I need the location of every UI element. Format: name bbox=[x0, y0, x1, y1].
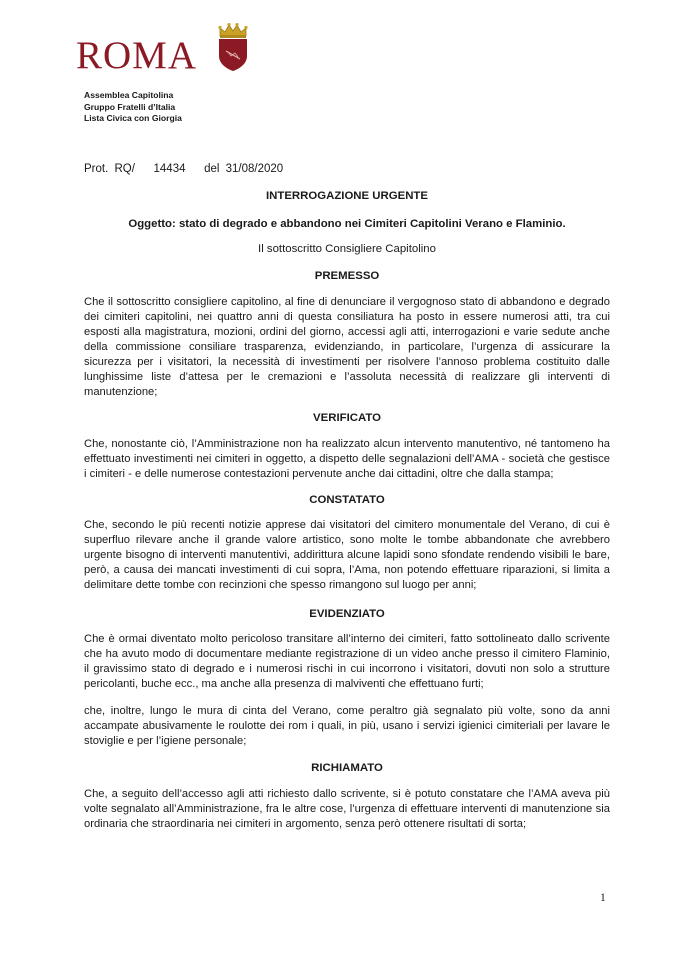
protocol-number: Prot. RQ/ 14434 del 31/08/2020 bbox=[84, 163, 284, 175]
page-number: 1 bbox=[600, 892, 606, 904]
org-line-group: Gruppo Fratelli d’Italia bbox=[84, 101, 176, 112]
org-line-assembly: Assemblea Capitolina bbox=[84, 90, 174, 100]
paragraph-constatato: Che, secondo le più recenti notizie apprese dai visitatori del cimitero monumentale del Verano, di cui è superfluo rilevare anche il grande valore artistico, sono molte le tombe abbandonate che avrebbero urgente bisogno di interventi manutentivi, addirittura alcune lapidi sono sfondate rendendo visibili le bare, però, a causa dei mancati investimenti di cui sopra, l’Ama, non potendo effettuare riparazioni, si limita a delimitare dette tombe con recinzioni che spesso rimangono sul luogo per anni; bbox=[84, 519, 610, 591]
roma-emblem-icon bbox=[215, 22, 251, 72]
document-subject: Oggetto: stato di degrado e abbandono nei Cimiteri Capitolini Verano e Flaminio. bbox=[128, 218, 566, 230]
organization-block bbox=[84, 90, 182, 125]
org-line-list: Lista Civica con Giorgia bbox=[84, 113, 182, 123]
roma-logo bbox=[76, 22, 251, 82]
signatory-line: Il sottoscritto Consigliere Capitolino bbox=[258, 243, 436, 255]
paragraph-evidenziato-2: che, inoltre, lungo le mura di cinta del Verano, come peraltro già segnalato più volte, sono da anni accampate abusivamente le roulotte dei rom i quali, in più, usano i servizi igienici cimiteriali per lavare le stoviglie e per l’igiene personale; bbox=[84, 705, 610, 747]
paragraph-evidenziato-1: Che è ormai diventato molto pericoloso transitare all’interno dei cimiteri, fatto sottolineato dallo scrivente che ha avuto modo di documentare mediante registrazione di un video anche presso il cimitero Flaminio, il gravissimo stato di degrado e i numerosi rischi in cui incorrono i visitatori, dovuti non solo a strutture pericolanti, buche ecc., ma anche alla presenza di malviventi che effettuano furti; bbox=[84, 633, 610, 690]
logo-text: ROMA bbox=[76, 34, 198, 77]
paragraph-premesso: Che il sottoscritto consigliere capitolino, al fine di denunciare il vergognoso stato di abbandono e degrado dei cimiteri capitolini, nei quattro anni di questa consiliatura ha posto in essere numerosi atti, tra cui esposti alla magistratura, mozioni, ordini del giorno, accessi agli atti, interrogazioni e varie sedute anche della commissione consiliare trasparenza, evidenziando, in particolare, l’urgenza di assicurare la sicurezza per i visitatori, la necessità di investimenti per risolvere l’annoso problema costituito dalle lunghissime liste d’attesa per le cremazioni e l’assoluta necessità di realizzare gli interventi di manutenzione; bbox=[84, 296, 610, 398]
heading-evidenziato: EVIDENZIATO bbox=[309, 608, 385, 620]
heading-verificato: VERIFICATO bbox=[313, 412, 381, 424]
paragraph-verificato: Che, nonostante ciò, l’Amministrazione non ha realizzato alcun intervento manutentivo, né tantomeno ha effettuato investimenti nei cimiteri in oggetto, a dispetto delle segnalazioni dell’AMA - società che gestisce i cimiteri - e delle numerose contestazioni pervenute anche dai cittadini, oltre che dalla stampa; bbox=[84, 438, 610, 480]
paragraph-richiamato: Che, a seguito dell’accesso agli atti richiesto dallo scrivente, si è potuto constatare che l’AMA aveva più volte segnalato all’Amministrazione, fra le altre cose, l’urgenza di effettuare interventi di manutenzione sia ordinaria che straordinaria nei cimiteri in argomento, senza però ottenere risultati di sorta; bbox=[84, 788, 610, 830]
heading-constatato: CONSTATATO bbox=[309, 494, 385, 506]
document-title: INTERROGAZIONE URGENTE bbox=[265, 190, 428, 202]
heading-richiamato: RICHIAMATO bbox=[311, 762, 383, 774]
heading-premesso: PREMESSO bbox=[314, 270, 380, 282]
